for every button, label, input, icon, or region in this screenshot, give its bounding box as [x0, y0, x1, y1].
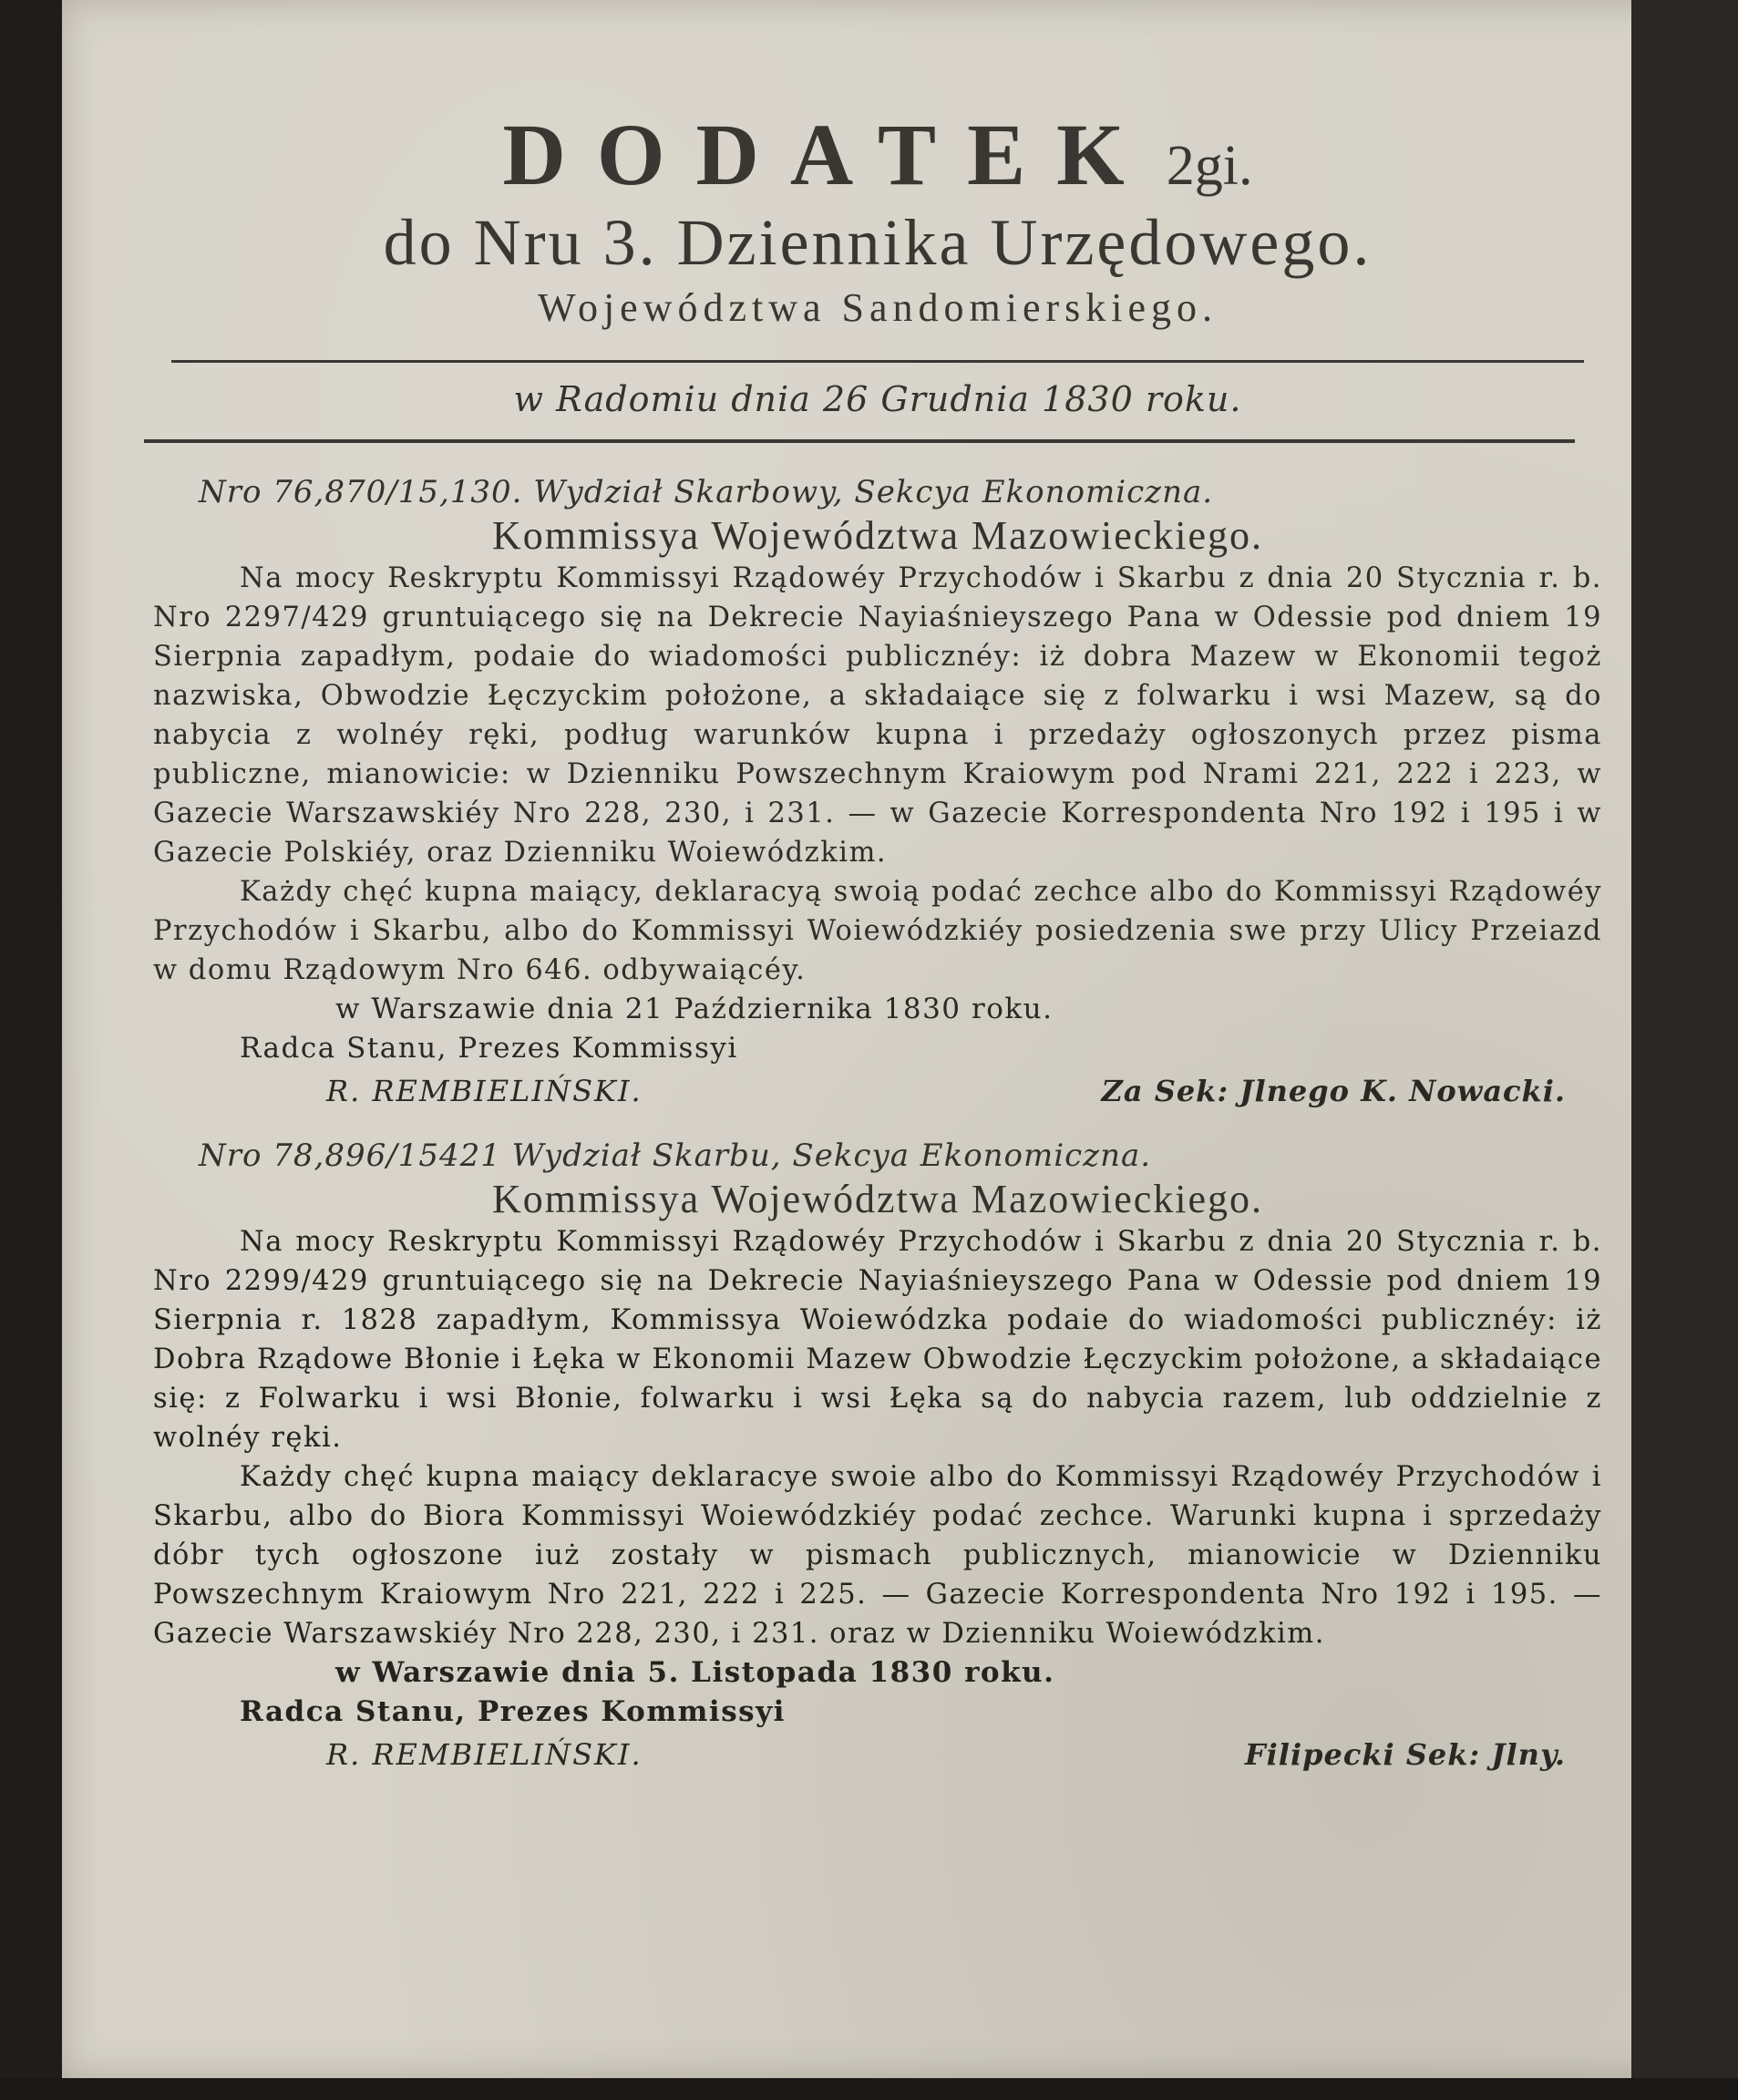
notice-place-date: w Warszawie dnia 5. Listopada 1830 roku. [335, 1655, 1055, 1689]
masthead-title-line [153, 106, 1602, 203]
notice-heading: Kommissya Województwa Mazowieckiego. [491, 1176, 1264, 1221]
notice-2 [153, 1138, 1602, 1777]
masthead-title: DODATEK [502, 106, 1156, 203]
notice-office: Radca Stanu, Prezes Kommissyi [240, 1031, 738, 1065]
scan-bottom-edge [0, 2078, 1738, 2100]
notice-signatory: R. REMBIELIŃSKI. [326, 1736, 643, 1772]
masthead-title-suffix: 2gi. [1166, 135, 1253, 197]
page-content [153, 106, 1602, 1777]
notice-reference: Nro 78,896/15421 Wydział Skarbu, Sekcya Ekonomiczna. [199, 1137, 1152, 1174]
notice-secretary: Filipecki Sek: Jlny. [1244, 1736, 1566, 1772]
notice-secretary: Za Sek: Jlnego K. Nowacki. [1101, 1073, 1566, 1108]
masthead-divider [171, 360, 1584, 363]
notice-place-date: w Warszawie dnia 21 Października 1830 roku. [335, 992, 1054, 1025]
masthead-subtitle-1: do Nru 3. Dziennika Urzędowego. [383, 205, 1373, 279]
notice-signature-row [153, 1732, 1602, 1777]
masthead-subtitle-2: Województwa Sandomierskiego. [537, 284, 1219, 330]
notice-paragraph: Na mocy Reskryptu Kommissyi Rządowéy Przychodów i Skarbu z dnia 20 Stycznia r. b. Nro 2299/429 gruntuiącego się na Dekrecie Nayiaśnieyszego Pana w Odessie pod dniem 19 Sierpnia r. 1828 zapadłym, Kommissya Woiewódzka podaie do wiadomości publicznéy: iż Dobra Rządowe Błonie i Łęka w Ekonomii Mazew Obwodzie Łęczyckim położone, a składaiące się: z Folwarku i wsi Błonie, folwarku i wsi Łęka są do nabycia razem, lub oddzielnie z wolnéy ręki. [153, 1225, 1602, 1454]
dateline: w Radomiu dnia 26 Grudnia 1830 roku. [513, 378, 1242, 419]
newspaper-page [62, 0, 1693, 2078]
notice-paragraph: Każdy chęć kupna maiący, deklaracyą swoią podać zechce albo do Kommissyi Rządowéy Przychodów i Skarbu, albo do Kommissyi Woiewódzkiéy posiedzenia swe przy Ulicy Przeiazd w domu Rządowym Nro 646. odbywaiącéy. [153, 875, 1602, 986]
notice-1 [153, 474, 1602, 1114]
notice-office: Radca Stanu, Prezes Kommissyi [240, 1694, 786, 1728]
notice-signatory: R. REMBIELIŃSKI. [326, 1073, 643, 1108]
dateline-divider [144, 439, 1575, 443]
notice-heading: Kommissya Województwa Mazowieckiego. [491, 512, 1264, 558]
masthead [153, 106, 1602, 333]
notice-signature-row [153, 1068, 1602, 1114]
notice-paragraph: Każdy chęć kupna maiący deklaracye swoie albo do Kommissyi Rządowéy Przychodów i Skarbu, albo do Biora Kommissyi Woiewódzkiéy podać zechce. Warunki kupna i sprzedaży dóbr tych ogłoszone iuż zostały w pismach publicznych, mianowicie w Dzienniku Powszechnym Kraiowym Nro 221, 222 i 225. — Gazecie Korrespondenta Nro 192 i 195. — Gazecie Warszawskiéy Nro 228, 230, i 231. oraz w Dzienniku Woiewódzkim. [153, 1460, 1602, 1650]
notice-paragraph: Na mocy Reskryptu Kommissyi Rządowéy Przychodów i Skarbu z dnia 20 Stycznia r. b. Nro 2297/429 gruntuiącego się na Dekrecie Nayiaśnieyszego Pana w Odessie pod dniem 19 Sierpnia zapadłym, podaie do wiadomości publicznéy: iż dobra Mazew w Ekonomii tegoż nazwiska, Obwodzie Łęczyckim położone, a składaiące się z folwarku i wsi Mazew, są do nabycia z wolnéy ręki, podług warunków kupna i przedaży ogłoszonych przez pisma publiczne, mianowicie: w Dzienniku Powszechnym Kraiowym pod Nrami 221, 222 i 223, w Gazecie Warszawskiéy Nro 228, 230, i 231. — w Gazecie Korrespondenta Nro 192 i 195 i w Gazecie Polskiéy, oraz Dzienniku Woiewódzkim. [153, 561, 1602, 869]
notice-reference: Nro 76,870/15,130. Wydział Skarbowy, Sekcya Ekonomiczna. [199, 473, 1214, 510]
scan-background-edge [1631, 0, 1738, 2100]
